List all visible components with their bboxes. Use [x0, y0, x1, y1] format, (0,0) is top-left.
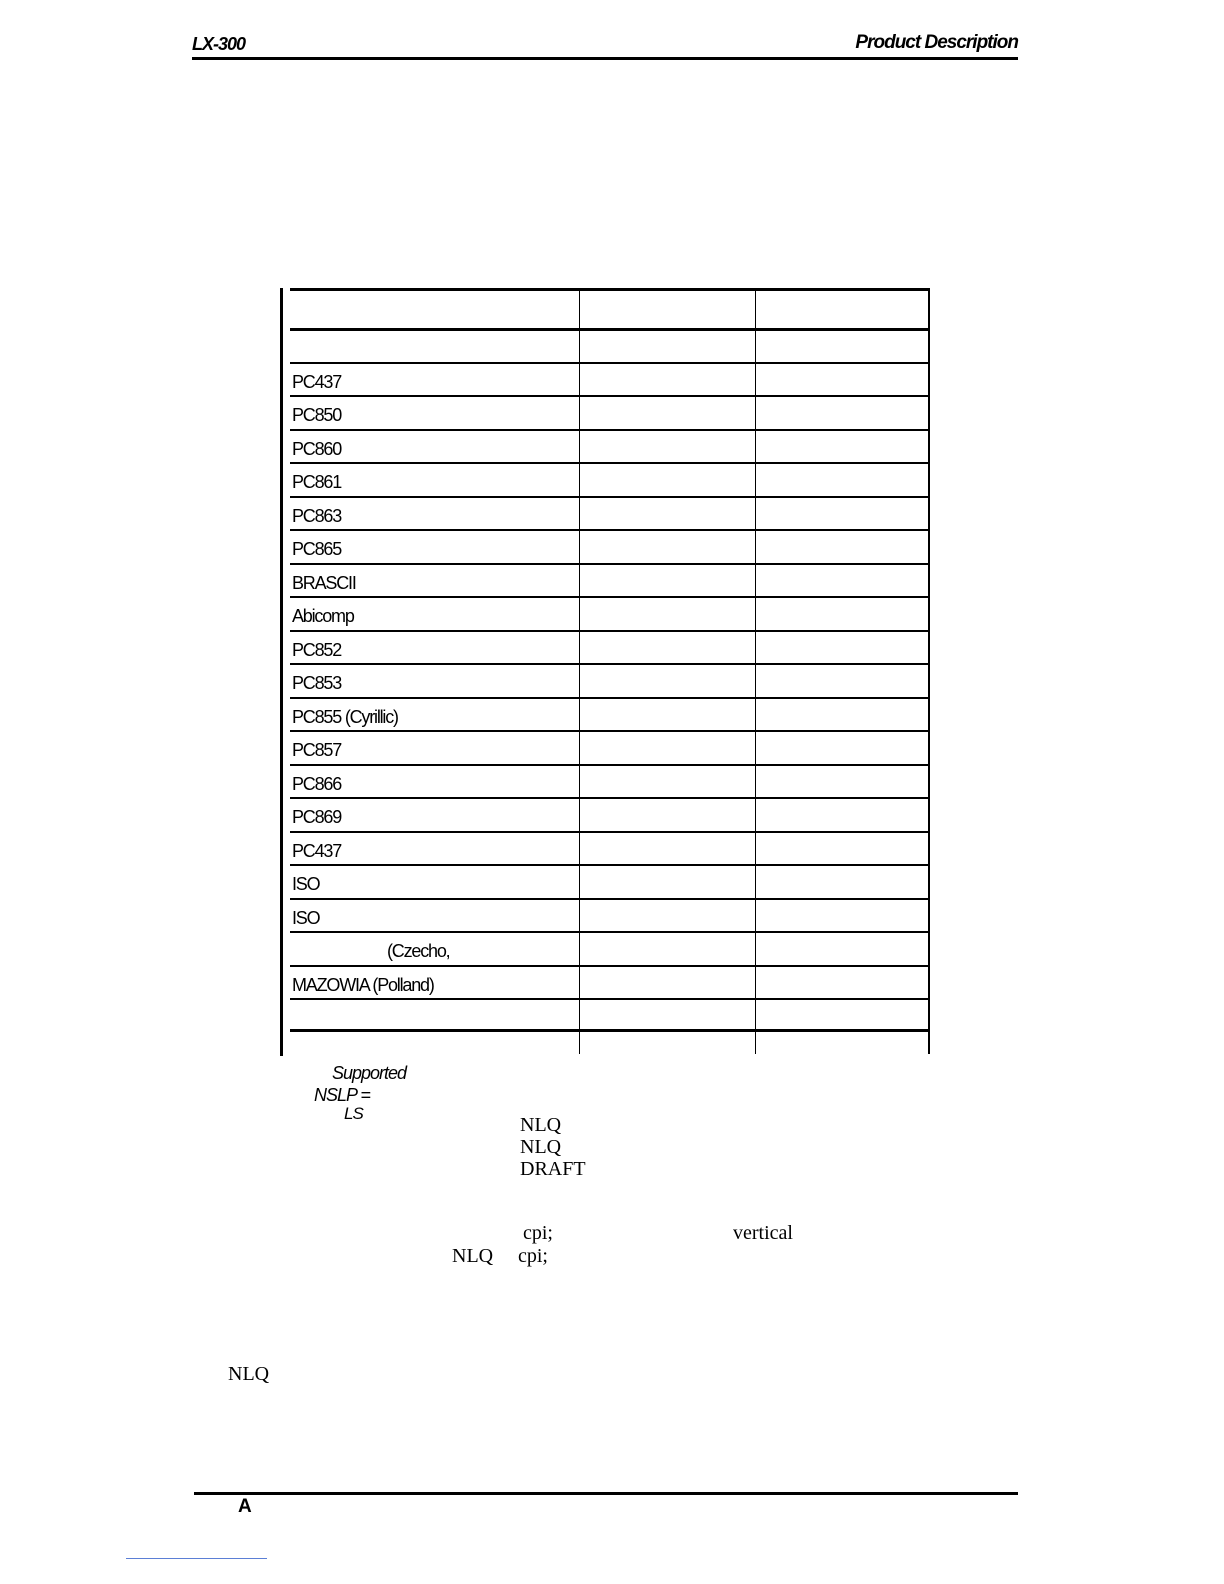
table-cell-code-page: PC866 [292, 773, 342, 794]
table-row [290, 797, 930, 831]
table-row [290, 831, 930, 865]
note-draft: DRAFT [520, 1158, 586, 1180]
table-cell-code-page: PC865 [292, 539, 342, 559]
note-nlq-3: NLQ [452, 1245, 494, 1267]
table-row [290, 630, 930, 664]
table-row [290, 730, 930, 764]
note-cpi-2: cpi; [518, 1245, 548, 1267]
table-cell-code-page: PC850 [292, 405, 342, 425]
table-cell-code-page: ISO [292, 907, 320, 928]
table-row [290, 596, 930, 630]
header-rule [192, 57, 1018, 60]
table-row [290, 965, 930, 999]
table-cell-code-page: PC437 [292, 371, 342, 392]
table-row [290, 563, 930, 597]
table-row [290, 328, 930, 362]
table-top-border [290, 288, 930, 291]
table-cell-code-page: MAZOWIA (Polland) [292, 974, 434, 995]
table-cell-code-page: PC855 (Cyrillic) [292, 706, 398, 727]
table-cell-code-page: Abicomp [292, 606, 354, 626]
table-row [290, 663, 930, 697]
footer-rule [194, 1492, 1018, 1495]
table-row [290, 496, 930, 530]
table-body [290, 328, 930, 1032]
table-cell-code-page: (Czecho, [387, 941, 450, 961]
table-cell-code-page: PC869 [292, 807, 342, 827]
table-row [290, 764, 930, 798]
table-cell-code-page: PC853 [292, 673, 342, 693]
header-section-title: Product Description [855, 32, 1018, 53]
table-cell-code-page: ISO [292, 874, 320, 894]
table-cell-code-page: PC437 [292, 840, 342, 861]
header-model: LX-300 [192, 34, 246, 54]
character-table [280, 288, 932, 1056]
table-row [290, 998, 930, 1032]
note-nslp: NSLP = [314, 1085, 370, 1105]
note-cpi-1: cpi; [523, 1222, 553, 1244]
table-cell-code-page: PC863 [292, 505, 342, 526]
table-row [290, 362, 930, 396]
note-vertical: vertical [733, 1222, 793, 1244]
note-supported: Supported [332, 1063, 407, 1083]
table-row [290, 429, 930, 463]
table-row [290, 931, 930, 965]
table-cell-code-page: PC852 [292, 639, 342, 660]
body-nlq: NLQ [228, 1363, 270, 1385]
note-ls: LS [344, 1104, 363, 1123]
table-cell-code-page: PC857 [292, 740, 342, 760]
table-row [290, 697, 930, 731]
note-nlq-2: NLQ [520, 1136, 562, 1158]
table-row [290, 864, 930, 898]
table-cell-code-page: PC861 [292, 472, 342, 492]
table-row [290, 462, 930, 496]
table-left-border [280, 288, 283, 1056]
table-cell-code-page: BRASCII [292, 572, 356, 593]
table-row [290, 529, 930, 563]
table-row [290, 395, 930, 429]
table-row [290, 898, 930, 932]
note-nlq-1: NLQ [520, 1114, 562, 1136]
footer-link-underline [126, 1558, 267, 1559]
table-cell-code-page: PC860 [292, 438, 342, 459]
footer-page-letter: A [238, 1496, 252, 1517]
